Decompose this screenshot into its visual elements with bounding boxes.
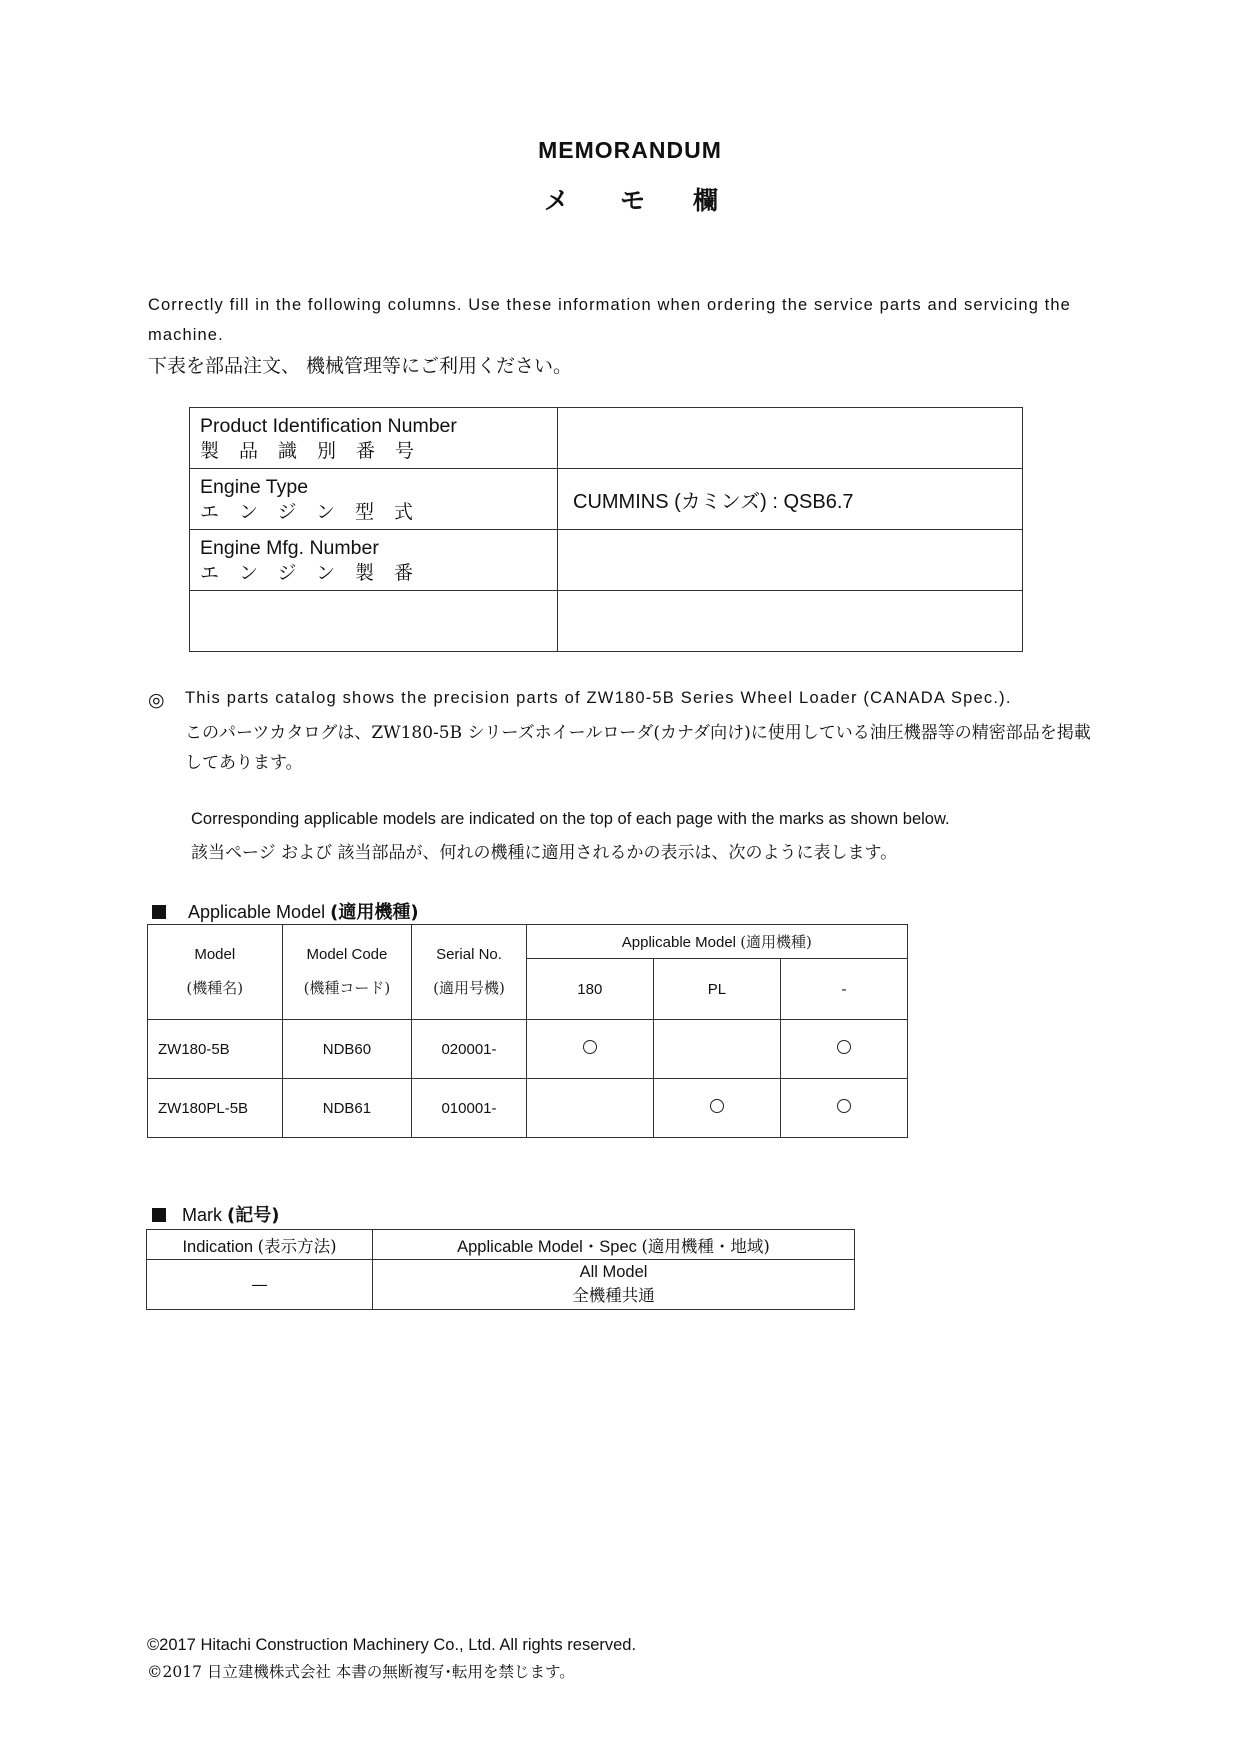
header-applicable-en: Applicable Model	[621, 934, 737, 951]
mark-cell-dash	[781, 1079, 908, 1138]
label-cell	[190, 408, 558, 469]
intro-text-en: Correctly fill in the following columns. Use these information when ordering the service parts and servicing the machine.	[148, 296, 1071, 344]
table-row	[148, 1020, 908, 1079]
circle-mark-icon	[583, 1040, 597, 1054]
header-indication-jp: (表示方法)	[257, 1236, 337, 1256]
product-id-value[interactable]	[558, 408, 1023, 469]
table-row	[148, 1079, 908, 1138]
header-applicable-spec	[373, 1230, 855, 1260]
model-cell: ZW180-5B	[148, 1020, 283, 1079]
serial-cell: 010001-	[412, 1079, 526, 1138]
note-text-en: This parts catalog shows the precision parts of ZW180-5B Series Wheel Loader (CANADA Spec.).	[185, 689, 1012, 707]
table-header-row	[147, 1230, 855, 1260]
header-model-code	[282, 925, 412, 1020]
header-serial-jp: (適用号機)	[433, 979, 505, 997]
label-en: Engine Mfg. Number	[200, 537, 379, 559]
square-bullet-icon	[152, 905, 166, 919]
label-cell	[190, 469, 558, 530]
serial-cell: 020001-	[412, 1020, 526, 1079]
header-model-en: Model	[194, 946, 236, 963]
blank-value-cell[interactable]	[558, 591, 1023, 652]
spec-cell	[373, 1260, 855, 1310]
header-model-jp: (機種名)	[186, 979, 244, 997]
applicable-model-table	[147, 924, 908, 1138]
header-spec-jp: (適用機種・地域)	[641, 1236, 770, 1256]
mark-cell-pl	[653, 1079, 780, 1138]
heading-en: Mark	[182, 1205, 222, 1225]
table-row	[190, 469, 1023, 530]
page-title-jp-char-2: モ	[620, 186, 646, 215]
label-en: Engine Type	[200, 476, 309, 498]
subheader-180: 180	[526, 959, 653, 1020]
identification-table	[189, 407, 1023, 652]
mark-cell-180	[526, 1020, 653, 1079]
subheader-dash: -	[781, 959, 908, 1020]
mark-heading	[152, 1201, 279, 1227]
label-jp: エンジン製番	[200, 562, 434, 584]
table-row	[190, 408, 1023, 469]
header-spec-en: Applicable Model・Spec	[457, 1237, 637, 1256]
note-text-jp-line2: してあります。	[185, 753, 303, 773]
header-indication	[147, 1230, 373, 1260]
mark-cell-180	[526, 1079, 653, 1138]
mark-table	[146, 1229, 855, 1310]
page-title-jp-char-3: 欄	[693, 186, 719, 215]
page-title-jp-char-1: メ	[544, 186, 570, 215]
header-code-en: Model Code	[306, 946, 388, 963]
table-row	[190, 530, 1023, 591]
heading-jp: (適用機種)	[330, 902, 419, 923]
indication-cell: —	[147, 1260, 373, 1310]
table-header-row	[148, 925, 908, 959]
spec-en: All Model	[579, 1263, 648, 1281]
header-serial	[412, 925, 526, 1020]
table-row	[190, 591, 1023, 652]
blank-label-cell[interactable]	[190, 591, 558, 652]
corresponding-text-jp: 該当ページ および 該当部品が、何れの機種に適用されるかの表示は、次のように表します。	[191, 843, 898, 863]
model-code-cell: NDB60	[282, 1020, 412, 1079]
header-code-jp: (機種コード)	[303, 979, 391, 997]
model-cell: ZW180PL-5B	[148, 1079, 283, 1138]
label-jp: エンジン型式	[200, 501, 434, 523]
model-code-cell: NDB61	[282, 1079, 412, 1138]
note-text-jp-line1: このパーツカタログは、ZW180-5B シリーズホイールローダ(カナダ向け)に使用している油圧機器等の精密部品を掲載	[185, 723, 1091, 743]
mark-cell-pl	[653, 1020, 780, 1079]
header-applicable	[526, 925, 907, 959]
subheader-pl: PL	[653, 959, 780, 1020]
mark-cell-dash	[781, 1020, 908, 1079]
double-circle-icon: ◎	[148, 690, 165, 711]
circle-mark-icon	[837, 1099, 851, 1113]
copyright-jp: ©2017 日立建機株式会社 本書の無断複写･転用を禁じます。	[147, 1663, 575, 1681]
copyright-en: ©2017 Hitachi Construction Machinery Co., Ltd. All rights reserved.	[147, 1636, 637, 1654]
spec-jp: 全機種共通	[572, 1286, 655, 1305]
square-bullet-icon	[152, 1208, 166, 1222]
header-indication-en: Indication	[182, 1237, 254, 1256]
engine-mfg-number-value[interactable]	[558, 530, 1023, 591]
corresponding-text-en: Corresponding applicable models are indicated on the top of each page with the marks as shown below.	[191, 810, 950, 828]
intro-text-jp: 下表を部品注文、 機械管理等にご利用ください。	[148, 355, 573, 377]
header-serial-en: Serial No.	[436, 946, 502, 963]
heading-jp: (記号)	[227, 1205, 280, 1226]
label-en: Product Identification Number	[200, 415, 457, 437]
circle-mark-icon	[710, 1099, 724, 1113]
label-jp: 製品識別番号	[200, 440, 435, 462]
engine-type-value[interactable]: CUMMINS (カミンズ) : QSB6.7	[558, 469, 1023, 530]
circle-mark-icon	[837, 1040, 851, 1054]
label-cell	[190, 530, 558, 591]
header-applicable-jp: (適用機種)	[740, 933, 812, 951]
heading-en: Applicable Model	[188, 902, 326, 922]
page-title: MEMORANDUM	[538, 137, 722, 163]
table-row	[147, 1260, 855, 1310]
applicable-model-heading	[152, 898, 419, 924]
header-model	[148, 925, 283, 1020]
